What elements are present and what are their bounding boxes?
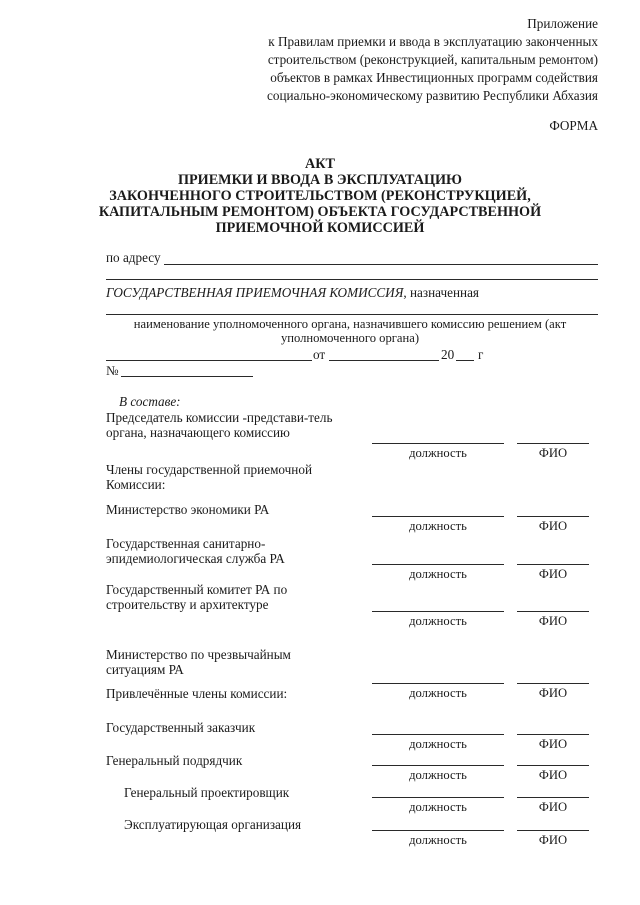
customer-label: Государственный заказчик <box>106 720 256 735</box>
address-field-line-2[interactable] <box>106 279 598 280</box>
construction-name-field[interactable] <box>517 611 589 612</box>
title-line: КАПИТАЛЬНЫМ РЕМОНТОМ) ОБЪЕКТА ГОСУДАРСТВЕННОЙ <box>98 204 542 220</box>
organ-field[interactable] <box>106 314 598 315</box>
title-line: ЗАКОНЧЕННОГО СТРОИТЕЛЬСТВОМ (РЕКОНСТРУКЦИЕЙ, <box>109 188 531 204</box>
appendix-line: строительством (реконструкцией, капитальным ремонтом) <box>267 52 598 67</box>
designer-position-field[interactable] <box>372 797 504 798</box>
contractor-position-field[interactable] <box>372 765 504 766</box>
appendix-line: к Правилам приемки и ввода в эксплуатацию законченных <box>268 34 598 49</box>
member-label-line: Министерство по чрезвычайным <box>106 647 291 662</box>
position-caption: должность <box>409 833 467 847</box>
operator-label: Эксплуатирующая организация <box>124 817 302 832</box>
name-caption: ФИО <box>538 446 568 460</box>
construction-label <box>106 582 287 612</box>
name-caption: ФИО <box>538 686 568 700</box>
name-caption: ФИО <box>538 737 568 751</box>
name-caption: ФИО <box>538 567 568 581</box>
member-label-line: Члены государственной приемочной <box>106 462 313 477</box>
emergency-position-field[interactable] <box>372 683 504 684</box>
appendix-line: Приложение <box>527 16 598 31</box>
economy-label: Министерство экономики РА <box>106 502 270 517</box>
appendix-header <box>178 15 598 105</box>
position-caption: должность <box>409 614 467 628</box>
composition-label: В составе: <box>119 394 181 409</box>
emergency-label <box>106 647 291 677</box>
designer-label: Генеральный проектировщик <box>124 785 290 800</box>
position-caption: должность <box>409 800 467 814</box>
economy-position-field[interactable] <box>372 516 504 517</box>
operator-position-field[interactable] <box>372 830 504 831</box>
title-line: ПРИЕМКИ И ВВОДА В ЭКСПЛУАТАЦИЮ <box>177 172 462 188</box>
sanitary-label <box>106 536 285 566</box>
address-label: по адресу <box>106 250 161 265</box>
form-label: ФОРМА <box>549 118 598 133</box>
document-title <box>90 156 550 236</box>
member-label-line: органа, назначающего комиссию <box>106 425 290 440</box>
name-caption: ФИО <box>538 800 568 814</box>
chairman-label <box>106 410 332 440</box>
customer-name-field[interactable] <box>517 734 589 735</box>
contractor-label: Генеральный подрядчик <box>106 753 243 768</box>
position-caption: должность <box>409 519 467 533</box>
title-line: АКТ <box>305 156 335 172</box>
position-caption: должность <box>409 768 467 782</box>
organ-caption <box>100 317 600 345</box>
chairman-name-field[interactable] <box>517 443 589 444</box>
commission-statement <box>106 285 479 301</box>
name-caption: ФИО <box>538 519 568 533</box>
sanitary-position-field[interactable] <box>372 564 504 565</box>
operator-name-field[interactable] <box>517 830 589 831</box>
customer-position-field[interactable] <box>372 734 504 735</box>
appendix-line: объектов в рамках Инвестиционных программ содействия <box>270 70 598 85</box>
member-label-line: Председатель комиссии -представи-тель <box>106 410 333 425</box>
chairman-position-field[interactable] <box>372 443 504 444</box>
commission-name: ГОСУДАРСТВЕННАЯ ПРИЕМОЧНАЯ КОМИССИЯ <box>106 285 404 300</box>
year-prefix: 20 <box>441 347 455 362</box>
position-caption: должность <box>409 737 467 751</box>
number-sign: № <box>106 363 119 378</box>
member-label-line: Государственная санитарно- <box>106 536 266 551</box>
position-caption: должность <box>409 686 467 700</box>
designer-name-field[interactable] <box>517 797 589 798</box>
number-field[interactable] <box>121 376 253 377</box>
contractor-name-field[interactable] <box>517 765 589 766</box>
from-label: от <box>313 347 326 362</box>
position-caption: должность <box>409 567 467 581</box>
construction-position-field[interactable] <box>372 611 504 612</box>
sanitary-name-field[interactable] <box>517 564 589 565</box>
title-line: ПРИЕМОЧНОЙ КОМИССИЕЙ <box>215 220 425 236</box>
address-field[interactable] <box>164 264 598 265</box>
name-caption: ФИО <box>538 833 568 847</box>
members-header <box>106 462 312 492</box>
member-label-line: строительству и архитектуре <box>106 597 269 612</box>
organ-caption-line: уполномоченного органа) <box>280 331 420 345</box>
year-field[interactable] <box>456 360 474 361</box>
member-label-line: эпидемиологическая служба РА <box>106 551 285 566</box>
appendix-line: социально-экономическому развитию Республики Абхазия <box>267 88 598 103</box>
organ-caption-line: наименование уполномоченного органа, назначившего комиссию решением (акт <box>133 317 567 331</box>
economy-name-field[interactable] <box>517 516 589 517</box>
commission-appointed: , назначенная <box>403 285 479 300</box>
date-field[interactable] <box>329 360 439 361</box>
emergency-name-field[interactable] <box>517 683 589 684</box>
year-suffix: г <box>478 347 484 362</box>
position-caption: должность <box>409 446 467 460</box>
member-label-line: ситуациям РА <box>106 662 184 677</box>
decision-field[interactable] <box>106 360 312 361</box>
member-label-line: Комиссии: <box>106 477 166 492</box>
name-caption: ФИО <box>538 768 568 782</box>
attached-members-label: Привлечённые члены комиссии: <box>106 686 288 701</box>
member-label-line: Государственный комитет РА по <box>106 582 288 597</box>
name-caption: ФИО <box>538 614 568 628</box>
